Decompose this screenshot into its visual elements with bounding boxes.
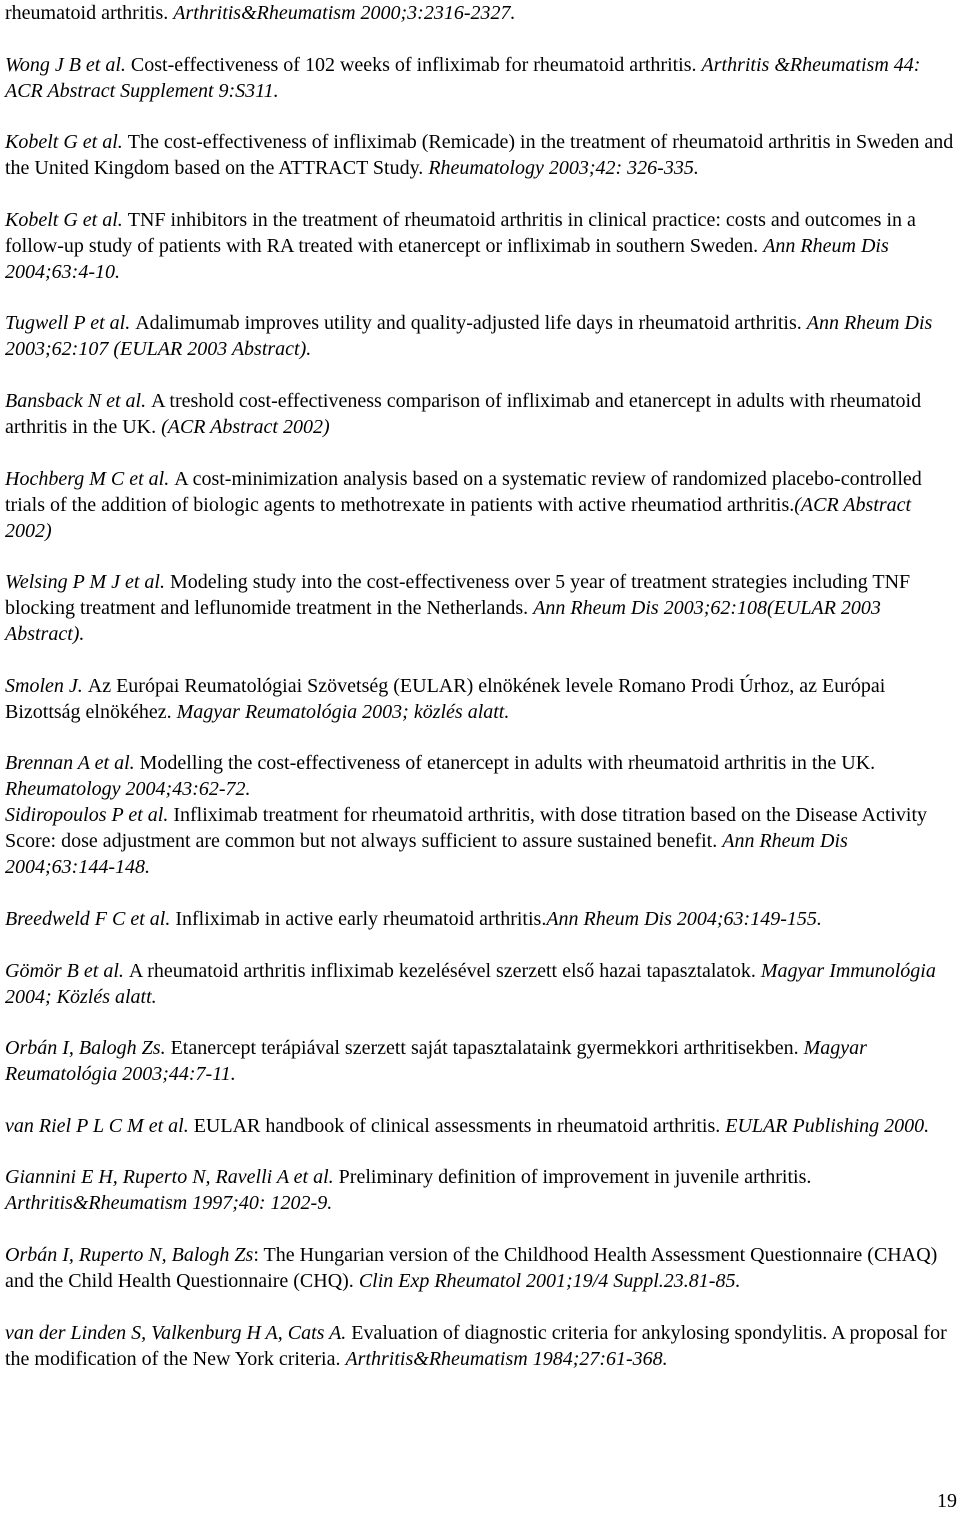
reference-title: Infliximab treatment for rheumatoid arthritis, with dose titration based on the Disease Activity Score: dose adjustment are common but not always sufficient to assure sustained benefit. (5, 804, 928, 853)
reference-authors: Kobelt G et al. (5, 131, 128, 154)
reference-journal: (ACR Abstract 2002) (161, 415, 330, 438)
reference-title: TNF inhibitors in the treatment of rheumatoid arthritis in clinical practice: costs and outcomes in a follow-up study of patients with RA treated with etanercept or infliximab in southern Sweden. (5, 208, 916, 257)
reference-journal: (ACR Abstract 2002) (5, 493, 912, 542)
reference-journal: Rheumatology 2004;43:62-72. (5, 778, 251, 801)
reference-journal: EULAR Publishing 2000. (725, 1114, 930, 1137)
reference-journal: Rheumatology 2003;42: 326-335. (428, 157, 699, 180)
reference-journal: Magyar Reumatológia 2003; közlés alatt. (176, 700, 510, 723)
reference-authors: Gömör B et al. (5, 959, 129, 982)
reference-authors: van der Linden S, Valkenburg H A, Cats A. (5, 1321, 352, 1344)
reference-entry (5, 52, 960, 104)
reference-journal: Magyar Reumatológia 2003;44:7-11. (5, 1037, 867, 1086)
reference-entry (5, 1035, 960, 1087)
reference-entry (5, 750, 960, 802)
reference-authors: Orbán I, Ruperto N, Balogh Zs (5, 1243, 254, 1266)
reference-entry (5, 466, 960, 544)
reference-journal: Clin Exp Rheumatol 2001;19/4 Suppl.23.81-85. (358, 1269, 741, 1292)
reference-journal: Ann Rheum Dis 2003;62:108(EULAR 2003 Abstract). (5, 597, 881, 646)
reference-authors: Brennan A et al. (5, 752, 140, 775)
reference-entry (5, 1242, 960, 1294)
reference-entry (5, 388, 960, 440)
reference-journal: Ann Rheum Dis 2003;62:107 (EULAR 2003 Abstract). (5, 312, 933, 361)
reference-title: : The Hungarian version of the Childhood Health Assessment Questionnaire (CHAQ) and the Child Health Questionnaire (CHQ). (5, 1243, 938, 1292)
reference-title: EULAR handbook of clinical assessments in rheumatoid arthritis. (193, 1114, 726, 1137)
reference-list (5, 0, 960, 1397)
reference-entry (5, 906, 960, 932)
reference-journal: Magyar Immunológia 2004; Közlés alatt. (5, 959, 936, 1008)
reference-title: A cost-minimization analysis based on a systematic review of randomized placebo-controlled trials of the addition of biologic agents to methotrexate in patients with active rheumatiod arthritis. (5, 467, 922, 516)
reference-title: The cost-effectiveness of infliximab (Remicade) in the treatment of rheumatoid arthritis in Sweden and the United Kingdom based on the ATTRACT Study. (5, 131, 954, 180)
reference-authors: Giannini E H, Ruperto N, Ravelli A et al. (5, 1166, 339, 1189)
reference-entry (5, 1164, 960, 1216)
reference-authors: Breedweld F C et al. (5, 907, 176, 930)
reference-entry (5, 1113, 960, 1139)
reference-title: Cost-effectiveness of 102 weeks of infliximab for rheumatoid arthritis. (130, 53, 702, 76)
reference-journal: Arthritis&Rheumatism 1997;40: 1202-9. (5, 1192, 333, 1215)
reference-authors: Orbán I, Balogh Zs. (5, 1037, 171, 1060)
reference-authors: Hochberg M C et al. (5, 467, 175, 490)
reference-title: Infliximab in active early rheumatoid arthritis. (175, 907, 547, 930)
reference-title: Preliminary definition of improvement in juvenile arthritis. (338, 1166, 812, 1189)
page-number: 19 (937, 1490, 957, 1512)
reference-title: Modeling study into the cost-effectiveness over 5 year of treatment strategies including TNF blocking treatment and leflunomide treatment in the Netherlands. (5, 571, 911, 620)
reference-title: A rheumatoid arthritis infliximab kezelésével szerzett első hazai tapasztalatok. (128, 959, 761, 982)
reference-authors: Smolen J. (5, 674, 88, 697)
reference-entry (5, 129, 960, 181)
reference-journal: Arthritis&Rheumatism 1984;27:61-368. (345, 1347, 668, 1370)
reference-journal: Ann Rheum Dis 2004;63:144-148. (5, 830, 848, 879)
reference-title: Adalimumab improves utility and quality-adjusted life days in rheumatoid arthritis. (135, 312, 807, 335)
reference-entry (5, 802, 960, 880)
reference-entry (5, 0, 960, 26)
reference-title: rheumatoid arthritis. (5, 2, 174, 24)
reference-title: Modelling the cost-effectiveness of etanercept in adults with rheumatoid arthritis in the UK. (139, 752, 876, 775)
reference-entry (5, 958, 960, 1010)
reference-authors: Sidiropoulos P et al. (5, 804, 174, 827)
reference-entry (5, 673, 960, 725)
reference-authors: Tugwell P et al. (5, 312, 136, 335)
reference-title: Evaluation of diagnostic criteria for ankylosing spondylitis. A proposal for the modification of the New York criteria. (5, 1321, 947, 1370)
reference-journal: Ann Rheum Dis 2004;63:4-10. (5, 234, 889, 283)
reference-journal: Ann Rheum Dis 2004;63:149-155. (546, 907, 822, 930)
reference-title: A treshold cost-effectiveness comparison of infliximab and etanercept in adults with rheumatoid arthritis in the UK. (5, 389, 922, 438)
reference-entry (5, 310, 960, 362)
reference-entry (5, 207, 960, 285)
reference-authors: Welsing P M J et al. (5, 571, 170, 594)
reference-entry (5, 1320, 960, 1372)
reference-title: Az Európai Reumatológiai Szövetség (EULAR) elnökének levele Romano Prodi Úrhoz, az Európai Bizottság elnökéhez. (5, 674, 886, 723)
reference-journal: Arthritis &Rheumatism 44: ACR Abstract Supplement 9:S311. (5, 53, 921, 102)
reference-authors: van Riel P L C M et al. (5, 1114, 194, 1137)
reference-authors: Wong J B et al. (5, 53, 131, 76)
reference-title: Etanercept terápiával szerzett saját tapasztalataink gyermekkori arthritisekben. (170, 1037, 804, 1060)
reference-entry (5, 569, 960, 647)
reference-authors: Kobelt G et al. (5, 208, 128, 231)
reference-journal: Arthritis&Rheumatism 2000;3:2316-2327. (173, 2, 516, 24)
reference-authors: Bansback N et al. (5, 389, 152, 412)
